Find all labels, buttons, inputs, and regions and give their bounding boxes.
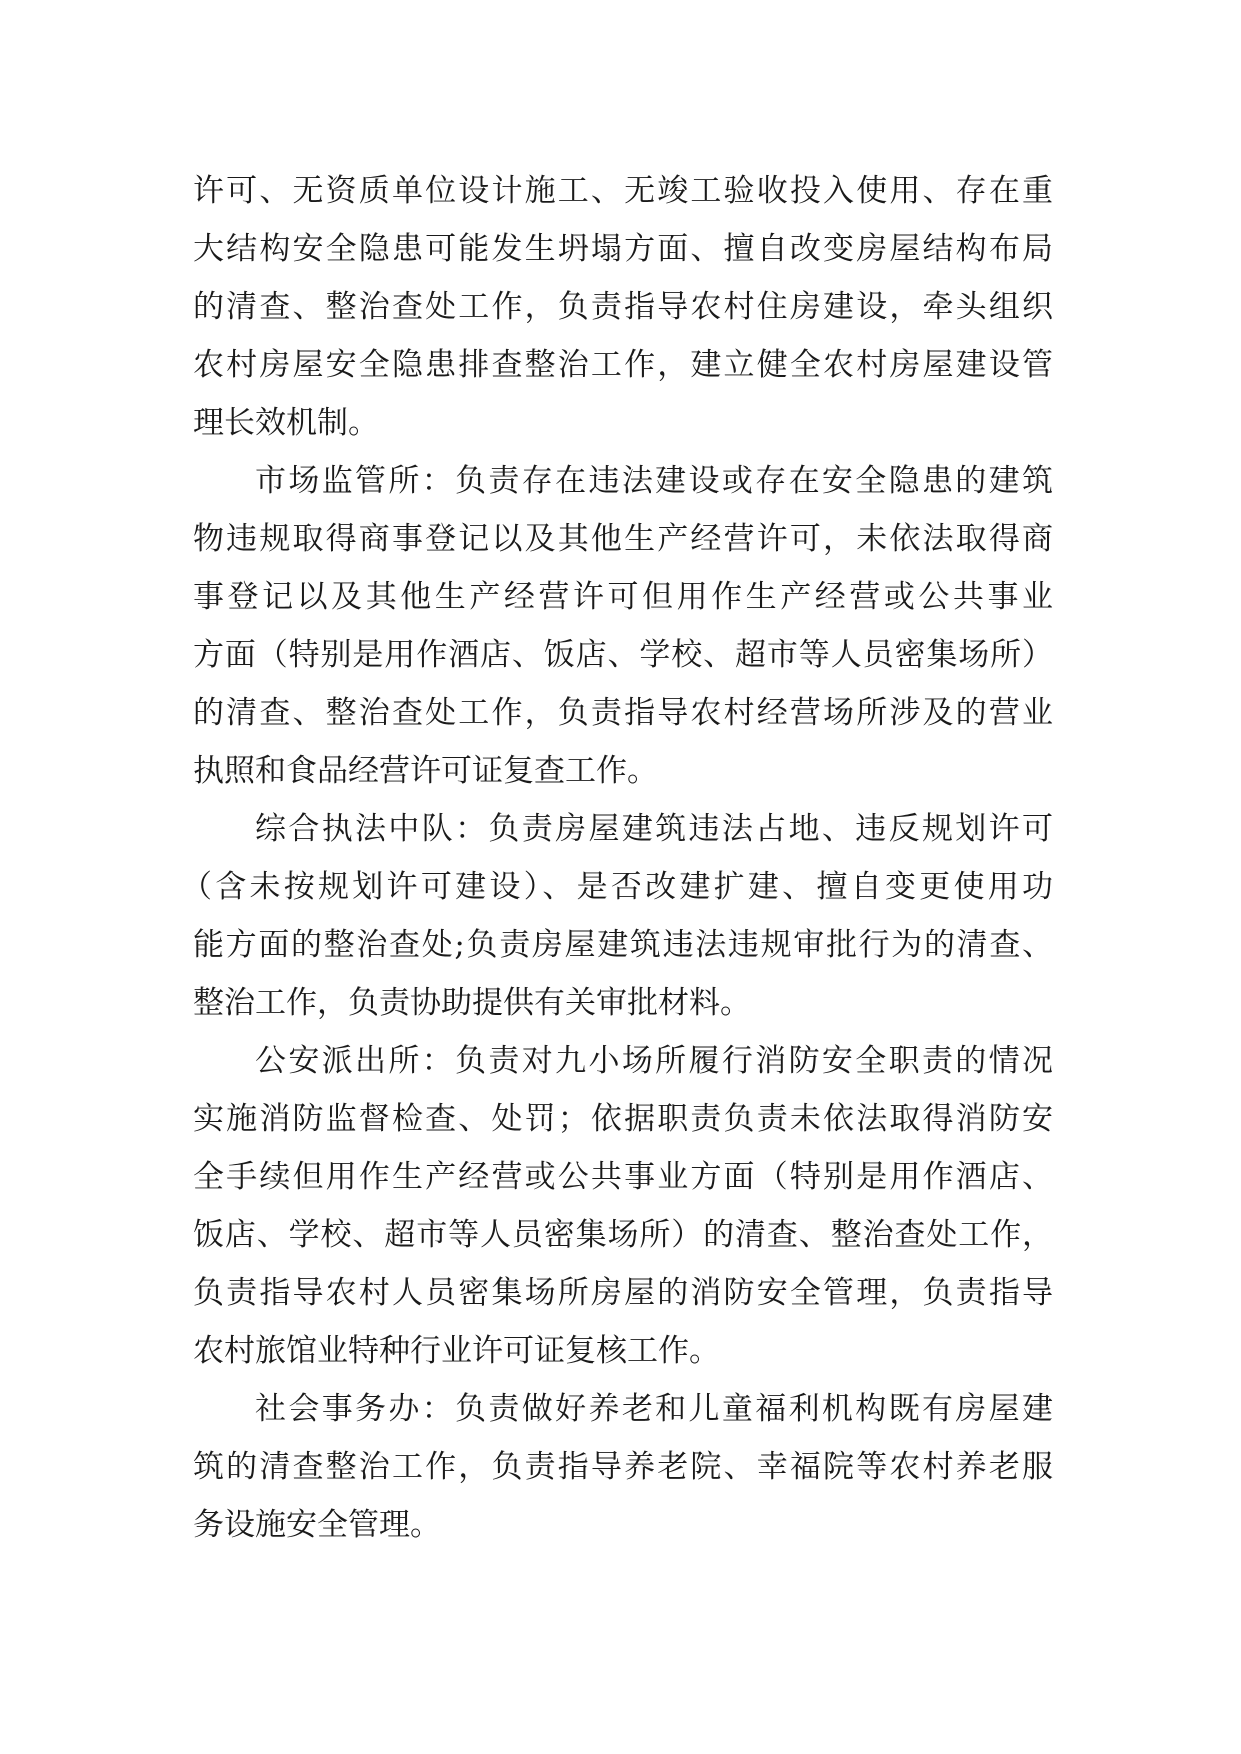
text-line: 饭店、学校、超市等人员密集场所）的清查、整治查处工作，: [193, 1217, 1053, 1253]
text-line: 社会事务办：负责做好养老和儿童福利机构既有房屋建: [255, 1391, 1053, 1427]
text-line: 筑的清查整治工作，负责指导养老院、幸福院等农村养老服: [193, 1449, 1053, 1485]
text-line: 事登记以及其他生产经营许可但用作生产经营或公共事业: [193, 579, 1053, 615]
text-line: 负责指导农村人员密集场所房屋的消防安全管理，负责指导: [193, 1275, 1053, 1311]
text-line: 大结构安全隐患可能发生坍塌方面、擅自改变房屋结构布局: [193, 231, 1053, 267]
text-line: 的清查、整治查处工作，负责指导农村住房建设，牵头组织: [193, 289, 1053, 325]
paragraph-social-affairs: [193, 1380, 1053, 1554]
text-line: 农村房屋安全隐患排查整治工作，建立健全农村房屋建设管: [193, 347, 1053, 383]
text-line: 物违规取得商事登记以及其他生产经营许可，未依法取得商: [193, 521, 1053, 557]
text-line: 农村旅馆业特种行业许可证复核工作。: [193, 1333, 720, 1369]
text-line: 综合执法中队：负责房屋建筑违法占地、违反规划许可: [255, 811, 1053, 847]
text-line: 整治工作，负责协助提供有关审批材料。: [193, 985, 751, 1021]
paragraph-law-enforcement: [181, 800, 1053, 1032]
text-line: （含未按规划许可建设）、是否改建扩建、擅自变更使用功: [181, 869, 1053, 905]
text-line: 务设施安全管理。: [193, 1507, 441, 1543]
text-line: 市场监管所：负责存在违法建设或存在安全隐患的建筑: [255, 463, 1053, 499]
text-line: 理长效机制。: [193, 405, 379, 441]
text-line: 方面（特别是用作酒店、饭店、学校、超市等人员密集场所）: [193, 637, 1053, 673]
text-line: 能方面的整治查处;负责房屋建筑违法违规审批行为的清查、: [193, 927, 1053, 963]
text-line: 许可、无资质单位设计施工、无竣工验收投入使用、存在重: [193, 173, 1053, 209]
paragraph-police-station: [193, 1032, 1053, 1380]
text-line: 公安派出所：负责对九小场所履行消防安全职责的情况: [255, 1043, 1053, 1079]
text-line: 全手续但用作生产经营或公共事业方面（特别是用作酒店、: [193, 1159, 1053, 1195]
paragraph-market-supervision: [193, 452, 1053, 800]
text-line: 执照和食品经营许可证复查工作。: [193, 753, 658, 789]
text-line: 的清查、整治查处工作，负责指导农村经营场所涉及的营业: [193, 695, 1053, 731]
text-line: 实施消防监督检查、处罚；依据职责负责未依法取得消防安: [193, 1101, 1053, 1137]
paragraph-housing-construction: [193, 162, 1053, 452]
document-body: [181, 162, 1053, 1554]
